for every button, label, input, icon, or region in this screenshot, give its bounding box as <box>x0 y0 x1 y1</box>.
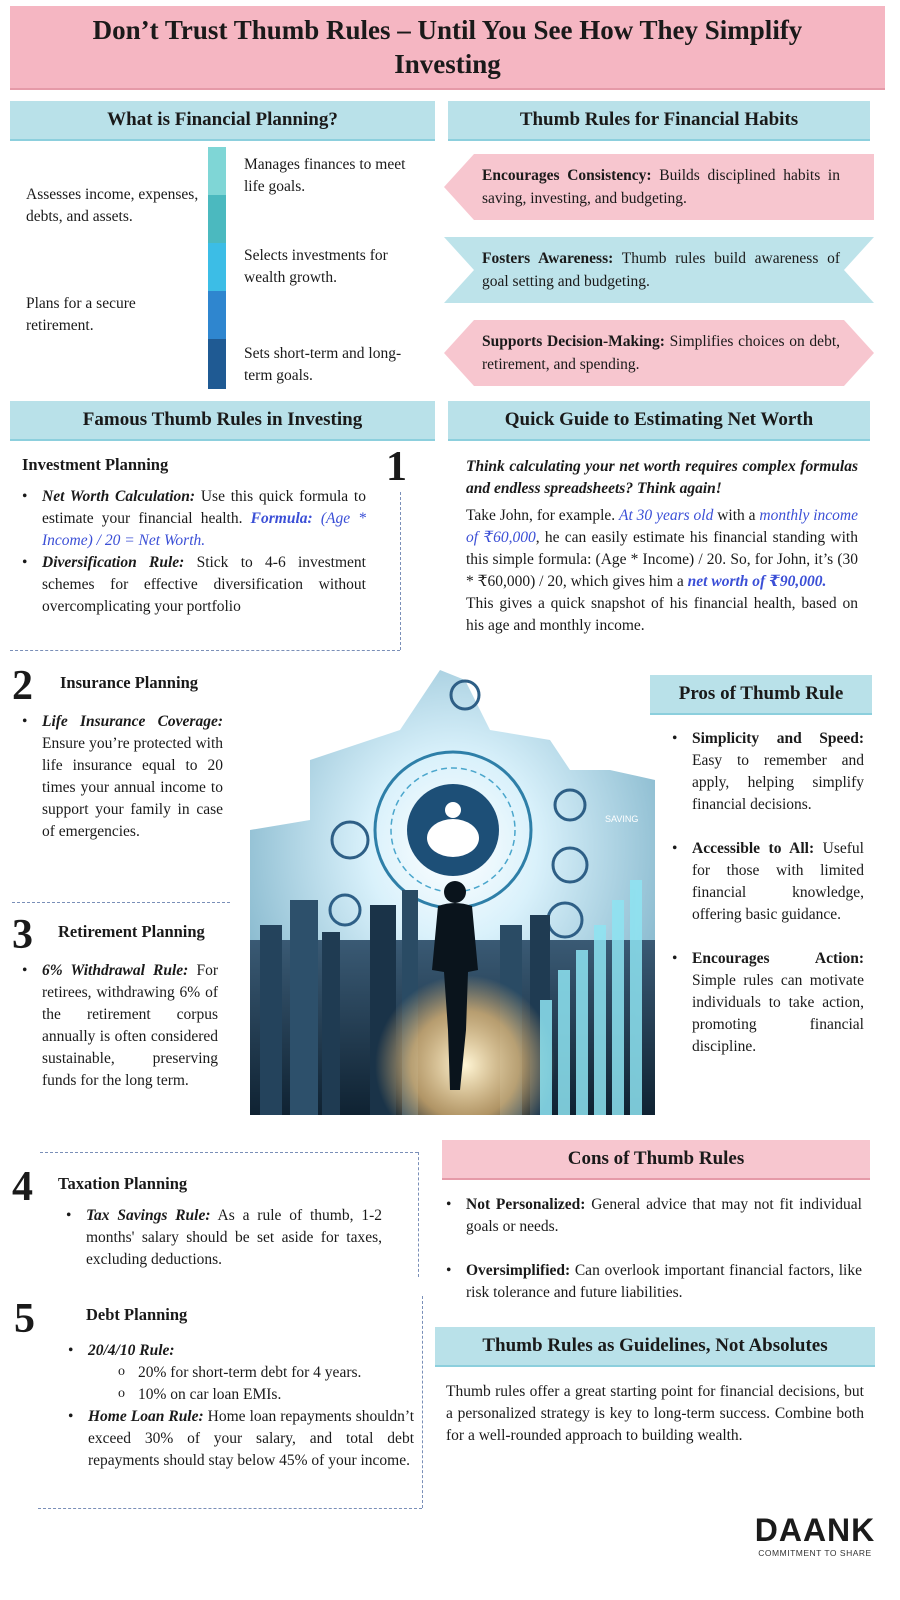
daank-logo <box>752 1512 878 1564</box>
net-worth-rule: • Net Worth Calculation: Use this quick formula to estimate your financial health. Formula: (Age * Income) / 20 = Net Worth. <box>18 486 366 552</box>
divider <box>38 1508 422 1509</box>
divider <box>422 1296 423 1508</box>
section-number-5: 5 <box>14 1296 35 1342</box>
pro-accessible: • Accessible to All: Useful for those with limited financial knowledge, offering basic guidance. <box>668 838 864 926</box>
insurance-planning-list <box>18 711 223 843</box>
cons-list <box>442 1194 862 1304</box>
retirement-planning-list <box>18 960 218 1092</box>
habit-item-consistency: Encourages Consistency: Builds disciplined habits in saving, investing, and budgeting. <box>482 167 840 207</box>
taxation-planning-list <box>62 1205 382 1271</box>
tax-savings-rule: • Tax Savings Rule: As a rule of thumb, 1-2 months' salary should be set aside for taxes, excluding deductions. <box>62 1205 382 1271</box>
pros-list <box>668 728 864 1058</box>
debt-ratio-rule: • 20/4/10 Rule: o 20% for short-term debt for 4 years. o 10% on car loan EMIs. <box>64 1340 414 1406</box>
debt-planning-list <box>64 1340 414 1472</box>
famous-rules-heading: Famous Thumb Rules in Investing <box>10 401 435 441</box>
page-title-banner <box>10 6 885 90</box>
home-loan-rule: • Home Loan Rule: Home loan repayments shouldn’t exceed 30% of your salary, and total debt repayments should stay below 45% of your income. <box>64 1406 414 1472</box>
logo-mark: DAANK <box>754 1512 876 1548</box>
net-worth-summary: This gives a quick snapshot of his financial health, based on his age and monthly income. <box>466 595 858 634</box>
divider <box>400 492 401 650</box>
investment-planning-title: Investment Planning <box>22 455 169 474</box>
financial-planning-heading: What is Financial Planning? <box>10 101 435 141</box>
hero-illustration <box>250 670 655 1115</box>
divider <box>418 1152 419 1277</box>
habit-item-decision: Supports Decision-Making: Simplifies choices on debt, retirement, and spending. <box>482 333 840 373</box>
section-number-4: 4 <box>12 1164 33 1210</box>
retirement-planning-title: Retirement Planning <box>58 922 205 941</box>
fp-left-item-2: Plans for a secure retirement. <box>26 295 136 334</box>
piggy-bank-icon <box>427 819 479 857</box>
pro-simplicity: • Simplicity and Speed: Easy to remember and apply, helping simplify financial decisions. <box>668 728 864 816</box>
pro-encourages-action: • Encourages Action: Simple rules can motivate individuals to take action, promoting financial discipline. <box>668 948 864 1058</box>
fp-color-bar <box>208 147 226 389</box>
debt-subitem-car-loan: o 10% on car loan EMIs. <box>116 1384 414 1406</box>
dollar-coin-icon <box>445 802 461 818</box>
fp-right-item-1: Manages finances to meet life goals. <box>244 156 406 195</box>
saving-label: SAVING <box>605 814 639 824</box>
debt-ratio-sublist <box>116 1362 414 1406</box>
cons-heading: Cons of Thumb Rules <box>442 1140 870 1180</box>
debt-planning-title: Debt Planning <box>86 1305 188 1324</box>
net-worth-example: Take John, for example. At 30 years old with a monthly income of ₹60,000, he can easily estimate his financial standing with this simple formula: (Age * Income) / 20. So, for John, it’s (30 * ₹60,000) / 20, which gives him a net worth of ₹90,000. This gives a quick snapshot of his financial health, based on his age and monthly income. <box>466 505 858 637</box>
fp-right-item-3: Sets short-term and long-term goals. <box>244 345 402 384</box>
debt-subitem-short-term: o 20% for short-term debt for 4 years. <box>116 1362 414 1384</box>
guidelines-heading: Thumb Rules as Guidelines, Not Absolutes <box>435 1327 875 1367</box>
section-number-2: 2 <box>12 663 33 709</box>
life-insurance-rule: • Life Insurance Coverage: Ensure you’re protected with life insurance equal to 20 times your annual income to support your family in case of emergencies. <box>18 711 223 843</box>
divider <box>40 1152 418 1153</box>
con-not-personalized: • Not Personalized: General advice that may not fit individual goals or needs. <box>442 1194 862 1238</box>
divider <box>12 902 230 903</box>
divider <box>10 650 400 651</box>
city-skyline-image <box>250 670 655 1115</box>
diversification-rule: • Diversification Rule: Stick to 4-6 investment schemes for effective diversification without overcomplicating your portfolio <box>18 552 366 618</box>
con-oversimplified: • Oversimplified: Can overlook important financial factors, like risk tolerance and future liabilities. <box>442 1260 862 1304</box>
insurance-planning-title: Insurance Planning <box>60 673 198 692</box>
section-number-1: 1 <box>386 444 407 490</box>
page-title: Don’t Trust Thumb Rules – Until You See How They Simplify Investing <box>92 15 803 79</box>
taxation-planning-title: Taxation Planning <box>58 1174 188 1193</box>
net-worth-intro: Think calculating your net worth requires complex formulas and endless spreadsheets? Think again! <box>466 458 858 497</box>
fp-right-item-2: Selects investments for wealth growth. <box>244 247 388 286</box>
withdrawal-rule: • 6% Withdrawal Rule: For retirees, withdrawing 6% of the retirement corpus annually is often considered sustainable, preserving funds for the long term. <box>18 960 218 1092</box>
logo-tagline: COMMITMENT TO SHARE <box>758 1548 872 1558</box>
fp-left-item-1: Assesses income, expenses, debts, and assets. <box>26 186 199 225</box>
pros-heading: Pros of Thumb Rule <box>650 675 872 715</box>
section-number-3: 3 <box>12 912 33 958</box>
habits-heading: Thumb Rules for Financial Habits <box>448 101 870 141</box>
investment-planning-list <box>18 486 366 618</box>
guidelines-text: Thumb rules offer a great starting point for financial decisions, but a personalized strategy is key to long-term success. Combine both for a well-rounded approach to building wealth. <box>446 1383 864 1444</box>
habit-item-awareness: Fosters Awareness: Thumb rules build awareness of goal setting and budgeting. <box>482 250 841 290</box>
net-worth-heading: Quick Guide to Estimating Net Worth <box>448 401 870 441</box>
